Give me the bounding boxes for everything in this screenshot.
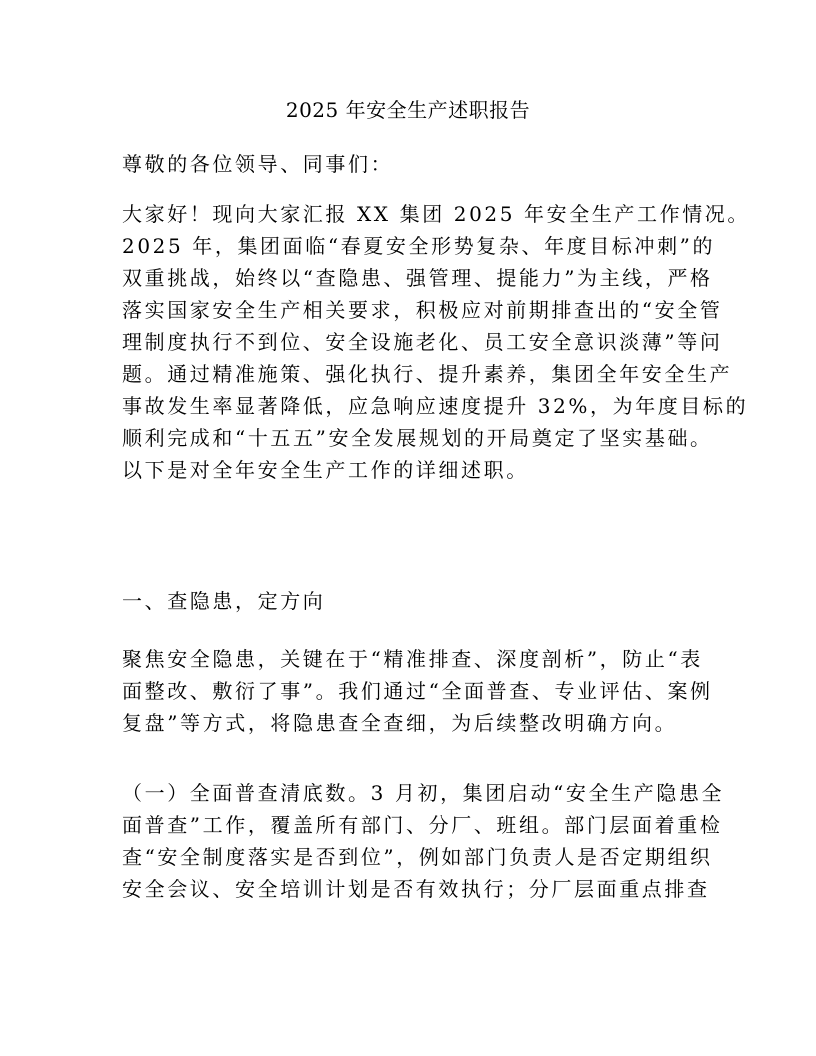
text-line: 双重挑战，始终以“查隐患、强管理、提能力”为主线，严格 (122, 266, 713, 290)
section-body-paragraph (122, 643, 713, 739)
text-line: 事故发生率显著降低，应急响应速度提升 32%，为年度目标的 (122, 394, 749, 418)
text-line: 查“安全制度落实是否到位”，例如部门负责人是否定期组织 (122, 845, 713, 869)
intro-paragraph (122, 198, 751, 486)
greeting-paragraph (122, 148, 702, 180)
text-line: 面整改、敷衍了事”。我们通过“全面普查、专业评估、案例 (122, 679, 713, 703)
text-line: 题。通过精准施策、强化执行、提升素养，集团全年安全生产 (122, 362, 733, 386)
text-line: 大家好！现向大家汇报 XX 集团 2025 年安全生产工作情况。 (122, 202, 751, 226)
text-line: 聚焦安全隐患，关键在于“精准排查、深度剖析”，防止“表 (122, 647, 703, 671)
text-line: 顺利完成和“十五五”安全发展规划的开局奠定了坚实基础。 (122, 426, 713, 450)
text-line: 面普查”工作，覆盖所有部门、分厂、班组。部门层面着重检 (122, 813, 723, 837)
text-line: 尊敬的各位领导、同事们： (122, 152, 394, 176)
text-line: 复盘”等方式，将隐患查全查细，为后续整改明确方向。 (122, 711, 678, 735)
text-line: 落实国家安全生产相关要求，积极应对前期排查出的“安全管 (122, 298, 723, 322)
section-heading (122, 585, 702, 617)
text-line: 2025 年，集团面临“春夏安全形势复杂、年度目标冲刺”的 (122, 234, 716, 258)
text-line: （一）全面普查清底数。3 月初，集团启动“安全生产隐患全 (122, 781, 725, 805)
subsection-paragraph (122, 777, 725, 905)
text-line: 安全会议、安全培训计划是否有效执行；分厂层面重点排查 (122, 877, 710, 901)
section-heading-text: 一、查隐患，定方向 (122, 589, 326, 613)
text-line: 以下是对全年安全生产工作的详细述职。 (122, 458, 529, 482)
document-title: 2025 年安全生产述职报告 (285, 98, 531, 122)
text-line: 理制度执行不到位、安全设施老化、员工安全意识淡薄”等问 (122, 330, 723, 354)
